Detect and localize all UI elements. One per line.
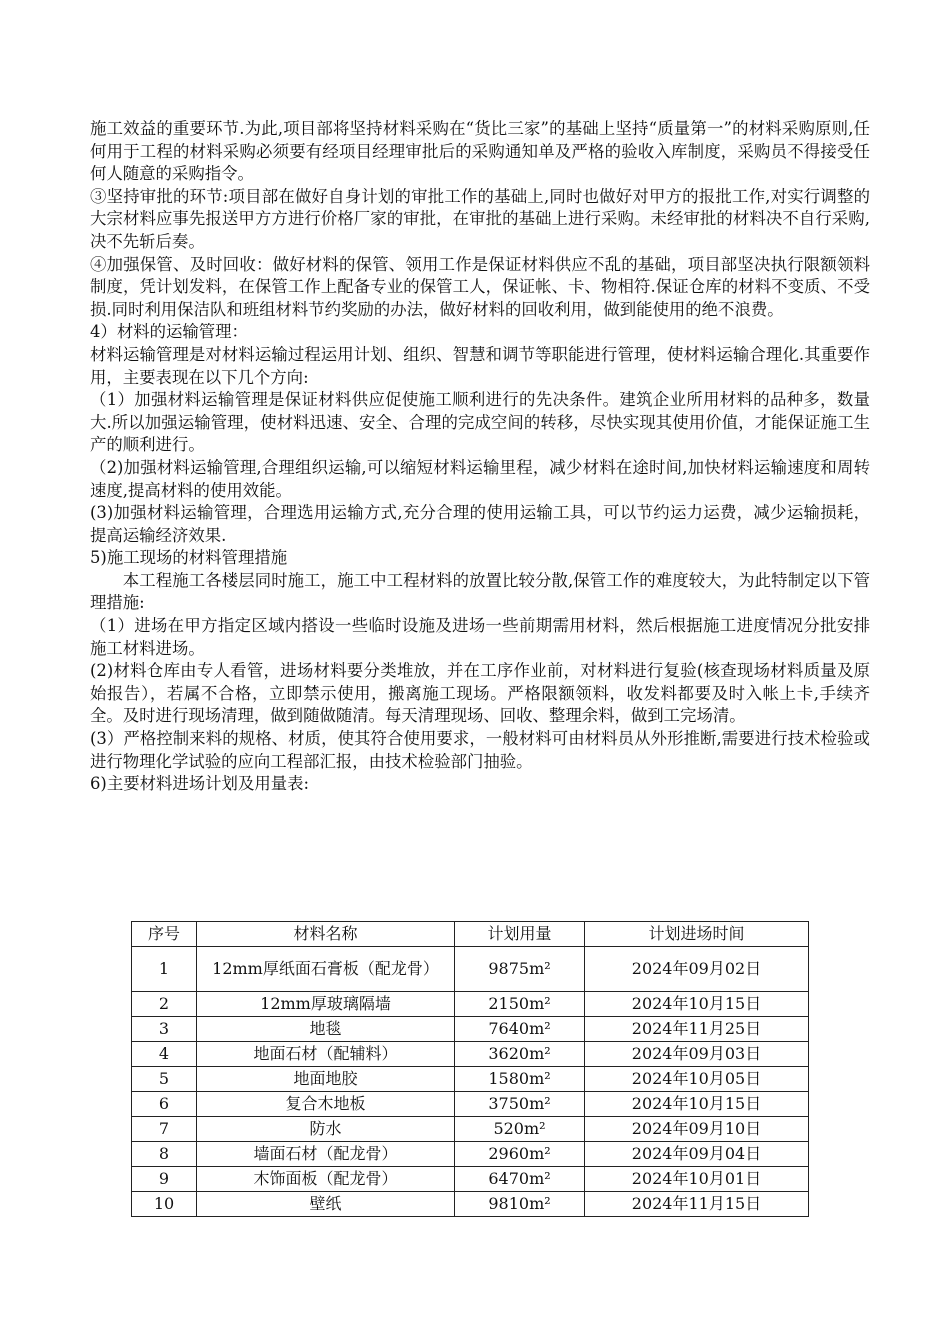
cell-name: 地面地胶 <box>197 1067 455 1092</box>
paragraph: 材料运输管理是对材料运输过程运用计划、组织、智慧和调节等职能进行管理，使材料运输合理化.其重要作用，主要表现在以下几个方向: <box>90 344 870 387</box>
cell-name: 地面石材（配辅料） <box>197 1042 455 1067</box>
cell-quantity: 3750m² <box>455 1092 585 1117</box>
table-row <box>132 1117 809 1142</box>
cell-date: 2024年09月02日 <box>585 947 809 992</box>
cell-date: 2024年10月01日 <box>585 1167 809 1192</box>
cell-quantity: 7640m² <box>455 1017 585 1042</box>
table-caption: 6)主要材料进场计划及用量表: <box>90 774 310 794</box>
table-row <box>132 1167 809 1192</box>
cell-index: 7 <box>132 1117 197 1142</box>
paragraph: （1）加强材料运输管理是保证材料供应促使施工顺利进行的先决条件。建筑企业所用材料的品种多，数量大.所以加强运输管理，使材料迅速、安全、合理的完成空间的转移，尽快实现其使用价值，才能保证施工生产的顺利进行。 <box>90 390 870 455</box>
cell-index: 2 <box>132 992 197 1017</box>
cell-date: 2024年10月15日 <box>585 1092 809 1117</box>
header-cell-quantity: 计划用量 <box>455 922 585 947</box>
cell-quantity: 9810m² <box>455 1192 585 1217</box>
cell-name: 壁纸 <box>197 1192 455 1217</box>
cell-name: 复合木地板 <box>197 1092 455 1117</box>
paragraph: 施工效益的重要环节.为此,项目部将坚持材料采购在“货比三家”的基础上坚持“质量第一”的材料采购原则,任何用于工程的材料采购必须要有经项目经理审批后的采购通知单及严格的验收入库制度，采购员不得接受任何人随意的采购指令。 <box>90 119 870 184</box>
cell-index: 4 <box>132 1042 197 1067</box>
cell-date: 2024年11月15日 <box>585 1192 809 1217</box>
document-body <box>90 118 870 796</box>
table-header-row <box>132 922 809 947</box>
cell-date: 2024年09月03日 <box>585 1042 809 1067</box>
table-row <box>132 992 809 1017</box>
paragraph: 本工程施工各楼层同时施工，施工中工程材料的放置比较分散,保管工作的难度较大，为此特制定以下管理措施: <box>90 570 870 613</box>
header-cell-name: 材料名称 <box>197 922 455 947</box>
cell-index: 10 <box>132 1192 197 1217</box>
paragraph: ④加强保管、及时回收：做好材料的保管、领用工作是保证材料供应不乱的基础，项目部坚决执行限额领料制度，凭计划发料，在保管工作上配备专业的保管工人，保证帐、卡、物相符.保证仓库的材料不变质、不受损.同时利用保洁队和班组材料节约奖励的办法，做好材料的回收利用，做到能使用的绝不浪费。 <box>90 254 870 319</box>
cell-index: 8 <box>132 1142 197 1167</box>
cell-index: 1 <box>132 947 197 992</box>
table-row <box>132 947 809 992</box>
section-heading: 4）材料的运输管理： <box>90 322 248 342</box>
cell-quantity: 9875m² <box>455 947 585 992</box>
table-row <box>132 1042 809 1067</box>
table-row <box>132 1067 809 1092</box>
cell-index: 6 <box>132 1092 197 1117</box>
cell-index: 9 <box>132 1167 197 1192</box>
cell-name: 防水 <box>197 1117 455 1142</box>
table-row <box>132 1092 809 1117</box>
cell-quantity: 520m² <box>455 1117 585 1142</box>
materials-plan-table <box>131 921 809 1217</box>
section-heading: 5)施工现场的材料管理措施 <box>90 548 288 568</box>
cell-quantity: 1580m² <box>455 1067 585 1092</box>
cell-name: 12mm厚纸面石膏板（配龙骨） <box>197 947 455 992</box>
cell-date: 2024年10月05日 <box>585 1067 809 1092</box>
cell-quantity: 2960m² <box>455 1142 585 1167</box>
table-row <box>132 1142 809 1167</box>
cell-index: 3 <box>132 1017 197 1042</box>
cell-date: 2024年09月10日 <box>585 1117 809 1142</box>
paragraph: (3）严格控制来料的规格、材质，使其符合使用要求，一般材料可由材料员从外形推断,需要进行技术检验或进行物理化学试验的应向工程部汇报，由技术检验部门抽验。 <box>90 729 870 771</box>
cell-name: 木饰面板（配龙骨） <box>197 1167 455 1192</box>
paragraph: （1）进场在甲方指定区域内搭设一些临时设施及进场一些前期需用材料，然后根据施工进度情况分批安排施工材料进场。 <box>90 616 870 658</box>
header-cell-date: 计划进场时间 <box>585 922 809 947</box>
cell-date: 2024年09月04日 <box>585 1142 809 1167</box>
paragraph: (3)加强材料运输管理，合理选用运输方式,充分合理的使用运输工具，可以节约运力运费，减少运输损耗，提高运输经济效果. <box>90 503 870 545</box>
cell-index: 5 <box>132 1067 197 1092</box>
cell-quantity: 3620m² <box>455 1042 585 1067</box>
cell-quantity: 2150m² <box>455 992 585 1017</box>
cell-date: 2024年11月25日 <box>585 1017 809 1042</box>
cell-name: 墙面石材（配龙骨） <box>197 1142 455 1167</box>
cell-date: 2024年10月15日 <box>585 992 809 1017</box>
header-cell-index: 序号 <box>132 922 197 947</box>
table-row <box>132 1192 809 1217</box>
cell-quantity: 6470m² <box>455 1167 585 1192</box>
paragraph: (2)材料仓库由专人看管，进场材料要分类堆放，并在工序作业前，对材料进行复验(核查现场材料质量及原始报告），若属不合格，立即禁示使用，搬离施工现场。严格限额领料，收发料都要及时入帐上卡,手续齐全。及时进行现场清理，做到随做随清。每天清理现场、回收、整理余料，做到工完场清。 <box>90 661 870 726</box>
paragraph: （2)加强材料运输管理,合理组织运输,可以缩短材料运输里程，减少材料在途时间,加快材料运输速度和周转速度,提高材料的使用效能。 <box>90 457 870 500</box>
table-row <box>132 1017 809 1042</box>
paragraph: ③坚持审批的环节:项目部在做好自身计划的审批工作的基础上,同时也做好对甲方的报批工作,对实行调整的大宗材料应事先报送甲方方进行价格厂家的审批，在审批的基础上进行采购。未经审批的材料决不自行采购,决不先斩后奏。 <box>90 186 870 251</box>
cell-name: 12mm厚玻璃隔墙 <box>197 992 455 1017</box>
cell-name: 地毯 <box>197 1017 455 1042</box>
